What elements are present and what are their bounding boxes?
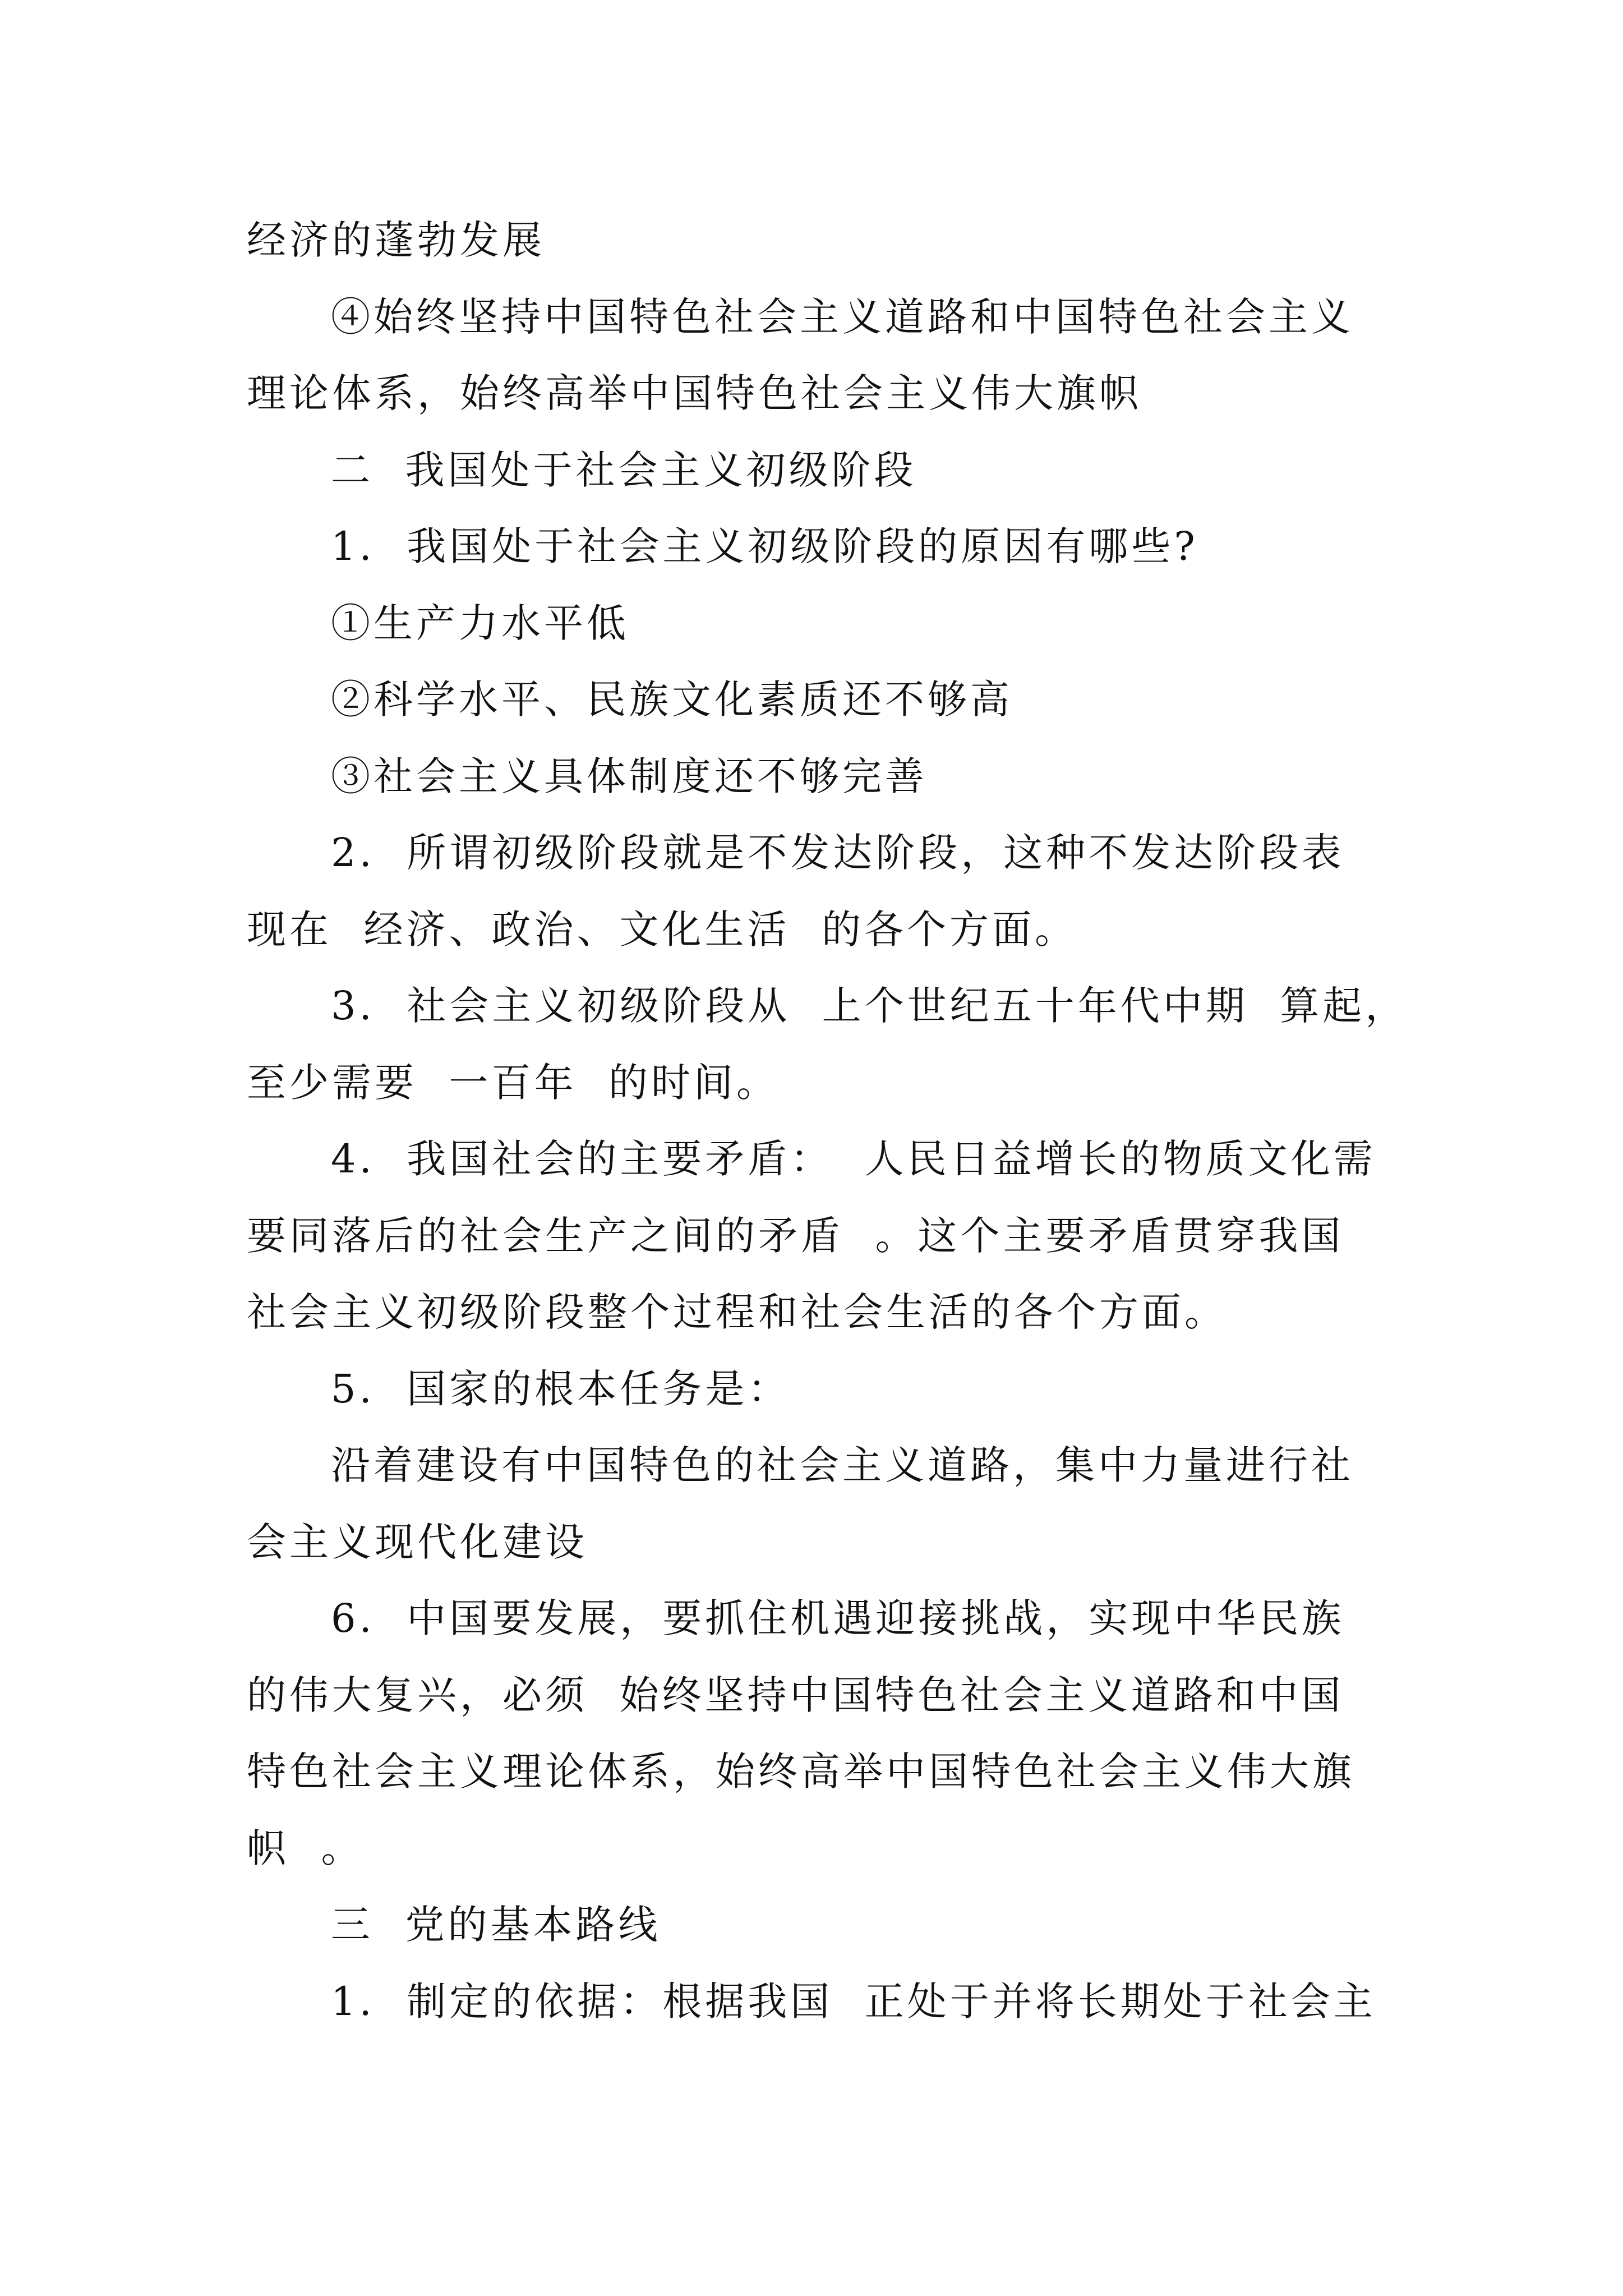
text-line: 社会主义初级阶段整个过程和社会生活的各个方面。 bbox=[247, 1289, 1227, 1335]
text-line: 理论体系，始终高举中国特色社会主义伟大旗帜 bbox=[247, 370, 1142, 416]
question-item: 4. 我国社会的主要矛盾： 人民日益增长的物质文化需 bbox=[331, 1136, 1376, 1182]
question-item: 3. 社会主义初级阶段从 上个世纪五十年代中期 算起， bbox=[331, 983, 1408, 1029]
text-line: ④始终坚持中国特色社会主义道路和中国特色社会主义 bbox=[331, 293, 1354, 340]
question-item: 5. 国家的根本任务是： bbox=[331, 1365, 791, 1412]
question-item: 1. 我国处于社会主义初级阶段的原因有哪些? bbox=[331, 523, 1198, 569]
section-heading: 二 我国处于社会主义初级阶段 bbox=[331, 447, 917, 493]
text-line: 要同落后的社会生产之间的矛盾 。这个主要矛盾贯穿我国 bbox=[247, 1212, 1344, 1259]
text-line: 现在 经济、政治、文化生活 的各个方面。 bbox=[247, 906, 1078, 953]
text-line: 的伟大复兴，必须 始终坚持中国特色社会主义道路和中国 bbox=[247, 1672, 1344, 1718]
text-line: 至少需要 一百年 的时间。 bbox=[247, 1059, 780, 1106]
list-item: ①生产力水平低 bbox=[331, 600, 629, 646]
section-heading: 三 党的基本路线 bbox=[331, 1902, 661, 1948]
text-line: 沿着建设有中国特色的社会主义道路，集中力量进行社 bbox=[331, 1442, 1354, 1488]
text-line: 帜 。 bbox=[247, 1825, 364, 1871]
list-item: ②科学水平、民族文化素质还不够高 bbox=[331, 677, 1013, 723]
question-item: 1. 制定的依据：根据我国 正处于并将长期处于社会主 bbox=[331, 1978, 1376, 2024]
text-line: 经济的蓬勃发展 bbox=[247, 217, 545, 263]
text-line: 特色社会主义理论体系，始终高举中国特色社会主义伟大旗 bbox=[247, 1749, 1355, 1795]
question-item: 2. 所谓初级阶段就是不发达阶段，这种不发达阶段表 bbox=[331, 830, 1345, 876]
document-body bbox=[247, 202, 1408, 2040]
list-item: ③社会主义具体制度还不够完善 bbox=[331, 753, 928, 799]
question-item: 6. 中国要发展，要抓住机遇迎接挑战，实现中华民族 bbox=[331, 1595, 1345, 1641]
text-line: 会主义现代化建设 bbox=[247, 1519, 588, 1565]
